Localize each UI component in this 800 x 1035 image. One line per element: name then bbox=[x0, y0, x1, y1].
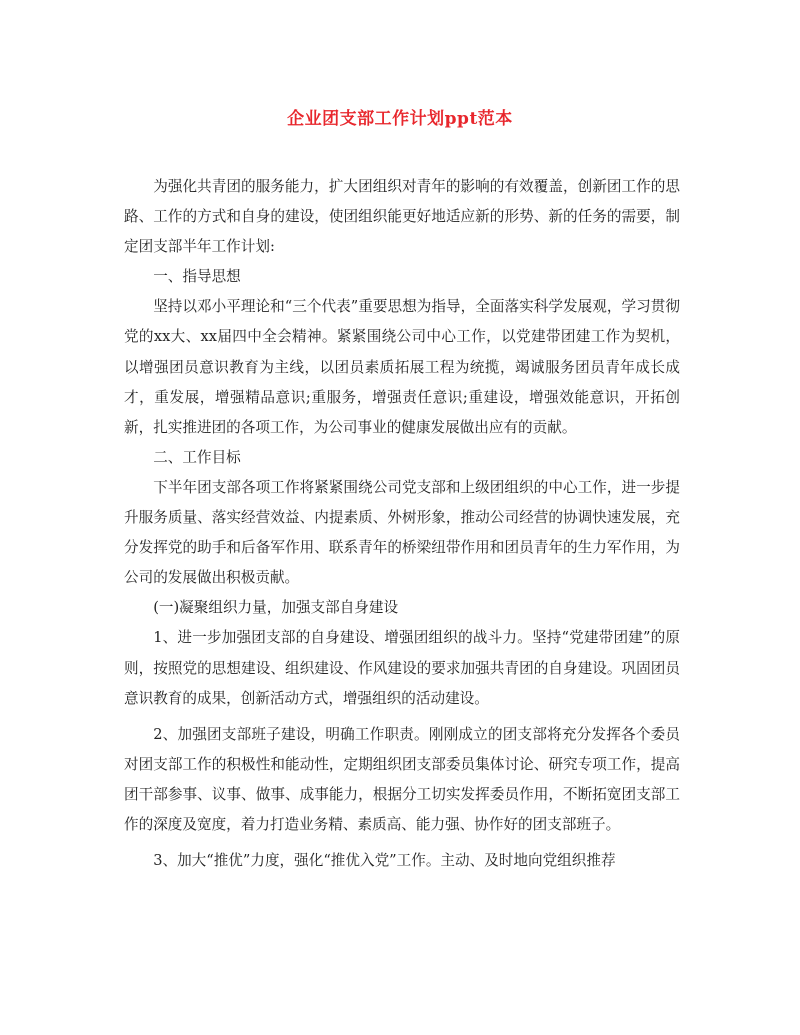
guiding-ideology-paragraph: 坚持以邓小平理论和“三个代表”重要思想为指导，全面落实科学发展观，学习贯彻党的xx大、xx届四中全会精神。紧紧围绕公司中心工作，以党建带团建工作为契机，以增强团员意识教育为主线，以团员素质拓展工程为统揽，竭诚服务团员青年成长成才，重发展，增强精品意识;重服务，增强责任意识;重建设，增强效能意识，开拓创新，扎实推进团的各项工作，为公司事业的健康发展做出应有的贡献。 bbox=[124, 298, 680, 436]
item-3-paragraph: 3、加大“推优”力度，强化“推优入党”工作。主动、及时地向党组织推荐 bbox=[153, 852, 616, 870]
item-2-paragraph: 2、加强团支部班子建设，明确工作职责。刚刚成立的团支部将充分发挥各个委员对团支部工作的积极性和能动性，定期组织团支部委员集体讨论、研究专项工作，提高团干部参事、议事、做事、成事能力，根据分工切实发挥委员作用，不断拓宽团支部工作的深度及宽度，着力打造业务精、素质高、能力强、协作好的团支部班子。 bbox=[124, 725, 680, 833]
work-goals-paragraph: 下半年团支部各项工作将紧紧围绕公司党支部和上级团组织的中心工作，进一步提升服务质量、落实经营效益、内提素质、外树形象，推动公司经营的协调快速发展，充分发挥党的助手和后备军作用、联系青年的桥梁纽带作用和团员青年的生力军作用，为公司的发展做出积极贡献。 bbox=[124, 478, 680, 587]
document-title: 企业团支部工作计划ppt范本 bbox=[287, 109, 513, 129]
item-1-paragraph: 1、进一步加强团支部的自身建设、增强团组织的战斗力。坚持“党建带团建”的原则，按照党的思想建设、组织建设、作风建设的要求加强共青团的自身建设。巩固团员意识教育的成果，创新活动方式，增强组织的活动建设。 bbox=[124, 629, 680, 707]
document-body bbox=[124, 172, 680, 876]
subsection-heading-organization: (一)凝聚组织力量，加强支部自身建设 bbox=[153, 599, 399, 617]
section-heading-work-goals: 二、工作目标 bbox=[153, 448, 241, 466]
section-heading-guiding-ideology: 一、指导思想 bbox=[153, 268, 241, 286]
intro-paragraph: 为强化共青团的服务能力，扩大团组织对青年的影响的有效覆盖，创新团工作的思路、工作的方式和自身的建设，使团组织能更好地适应新的形势、新的任务的需要，制定团支部半年工作计划: bbox=[124, 178, 680, 256]
